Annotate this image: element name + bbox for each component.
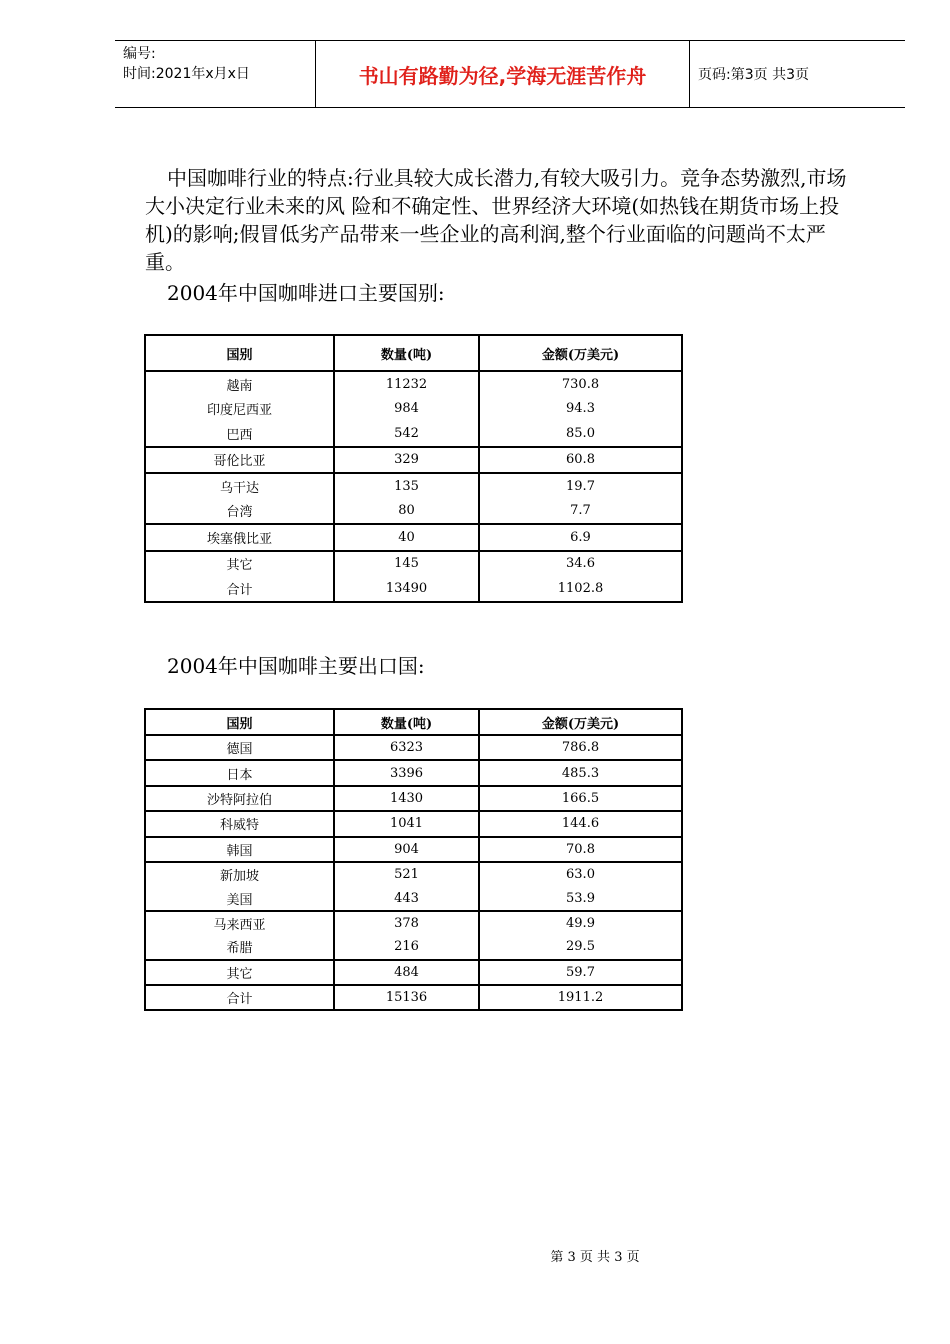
table-cell: 1430 [334, 786, 479, 811]
table-cell: 135 [334, 473, 479, 499]
table-cell: 希腊 [145, 935, 334, 959]
table-row [145, 499, 682, 525]
table-cell: 329 [334, 447, 479, 474]
table-cell: 484 [334, 960, 479, 985]
table-cell: 11232 [334, 371, 479, 397]
table-row [145, 760, 682, 785]
table-row [145, 811, 682, 836]
table-row [145, 397, 682, 422]
table-row [145, 473, 682, 499]
table-row [145, 985, 682, 1010]
table-cell: 乌干达 [145, 473, 334, 499]
table-cell: 730.8 [479, 371, 682, 397]
column-header: 数量(吨) [334, 335, 479, 371]
table-cell: 166.5 [479, 786, 682, 811]
table-row [145, 886, 682, 910]
table-cell: 60.8 [479, 447, 682, 474]
table-cell: 沙特阿拉伯 [145, 786, 334, 811]
column-header: 国别 [145, 709, 334, 735]
document-time-label: 时间:2021年x月x日 [123, 66, 250, 82]
table-cell: 合计 [145, 576, 334, 602]
table-row [145, 524, 682, 551]
table-row [145, 960, 682, 985]
table-cell: 1102.8 [479, 576, 682, 602]
table-header-row [145, 335, 682, 371]
table-cell: 日本 [145, 760, 334, 785]
exports-heading: 2004年中国咖啡主要出口国: [167, 654, 425, 678]
table-cell: 美国 [145, 886, 334, 910]
table-cell: 94.3 [479, 397, 682, 422]
table-cell: 合计 [145, 985, 334, 1010]
table-cell: 科威特 [145, 811, 334, 836]
table-cell: 984 [334, 397, 479, 422]
table-cell: 韩国 [145, 837, 334, 862]
table-cell: 马来西亚 [145, 911, 334, 935]
table-cell: 越南 [145, 371, 334, 397]
document-number-label: 编号: [123, 46, 156, 62]
page-header [115, 40, 905, 108]
table-header-row [145, 709, 682, 735]
industry-paragraph: 中国咖啡行业的特点:行业具较大成长潜力,有较大吸引力。竞争态势激烈,市场大小决定行业未来的风 险和不确定性、世界经济大环境(如热钱在期货市场上投机)的影响;假冒低劣产品带来一些企业的高利润,整个行业面临的问题尚不太严重。 [145, 166, 847, 274]
table-row [145, 447, 682, 474]
table-cell: 新加坡 [145, 862, 334, 886]
table-cell: 台湾 [145, 499, 334, 525]
imports-table [144, 334, 683, 603]
table-cell: 34.6 [479, 551, 682, 577]
table-row [145, 786, 682, 811]
table-cell: 63.0 [479, 862, 682, 886]
table-cell: 埃塞俄比亚 [145, 524, 334, 551]
table-cell: 70.8 [479, 837, 682, 862]
table-cell: 443 [334, 886, 479, 910]
exports-table [144, 708, 683, 1011]
table-cell: 59.7 [479, 960, 682, 985]
header-page-label: 页码:第3页 共3页 [698, 67, 809, 83]
table-row [145, 576, 682, 602]
column-header: 国别 [145, 335, 334, 371]
table-cell: 15136 [334, 985, 479, 1010]
table-row [145, 551, 682, 577]
table-row [145, 371, 682, 397]
table-row [145, 911, 682, 935]
table-cell: 216 [334, 935, 479, 959]
table-cell: 85.0 [479, 421, 682, 447]
table-cell: 145 [334, 551, 479, 577]
table-cell: 19.7 [479, 473, 682, 499]
table-cell: 其它 [145, 960, 334, 985]
table-cell: 6323 [334, 735, 479, 760]
table-row [145, 421, 682, 447]
table-cell: 378 [334, 911, 479, 935]
table-cell: 53.9 [479, 886, 682, 910]
table-cell: 49.9 [479, 911, 682, 935]
column-header: 金额(万美元) [479, 335, 682, 371]
table-cell: 29.5 [479, 935, 682, 959]
imports-heading: 2004年中国咖啡进口主要国别: [167, 281, 445, 305]
table-row [145, 862, 682, 886]
table-cell: 485.3 [479, 760, 682, 785]
table-cell: 德国 [145, 735, 334, 760]
column-header: 金额(万美元) [479, 709, 682, 735]
table-cell: 1041 [334, 811, 479, 836]
table-cell: 巴西 [145, 421, 334, 447]
header-meta [115, 41, 316, 107]
table-cell: 哥伦比亚 [145, 447, 334, 474]
page-footer: 第 3 页 共 3 页 [550, 1250, 640, 1265]
table-cell: 904 [334, 837, 479, 862]
table-cell: 6.9 [479, 524, 682, 551]
table-cell: 542 [334, 421, 479, 447]
table-row [145, 935, 682, 959]
table-row [145, 735, 682, 760]
table-cell: 1911.2 [479, 985, 682, 1010]
table-cell: 40 [334, 524, 479, 551]
table-cell: 印度尼西亚 [145, 397, 334, 422]
table-cell: 80 [334, 499, 479, 525]
table-cell: 13490 [334, 576, 479, 602]
table-cell: 521 [334, 862, 479, 886]
table-cell: 其它 [145, 551, 334, 577]
header-motto: 书山有路勤为径,学海无涯苦作舟 [316, 41, 690, 107]
table-row [145, 837, 682, 862]
table-cell: 7.7 [479, 499, 682, 525]
column-header: 数量(吨) [334, 709, 479, 735]
table-cell: 3396 [334, 760, 479, 785]
table-cell: 786.8 [479, 735, 682, 760]
table-cell: 144.6 [479, 811, 682, 836]
